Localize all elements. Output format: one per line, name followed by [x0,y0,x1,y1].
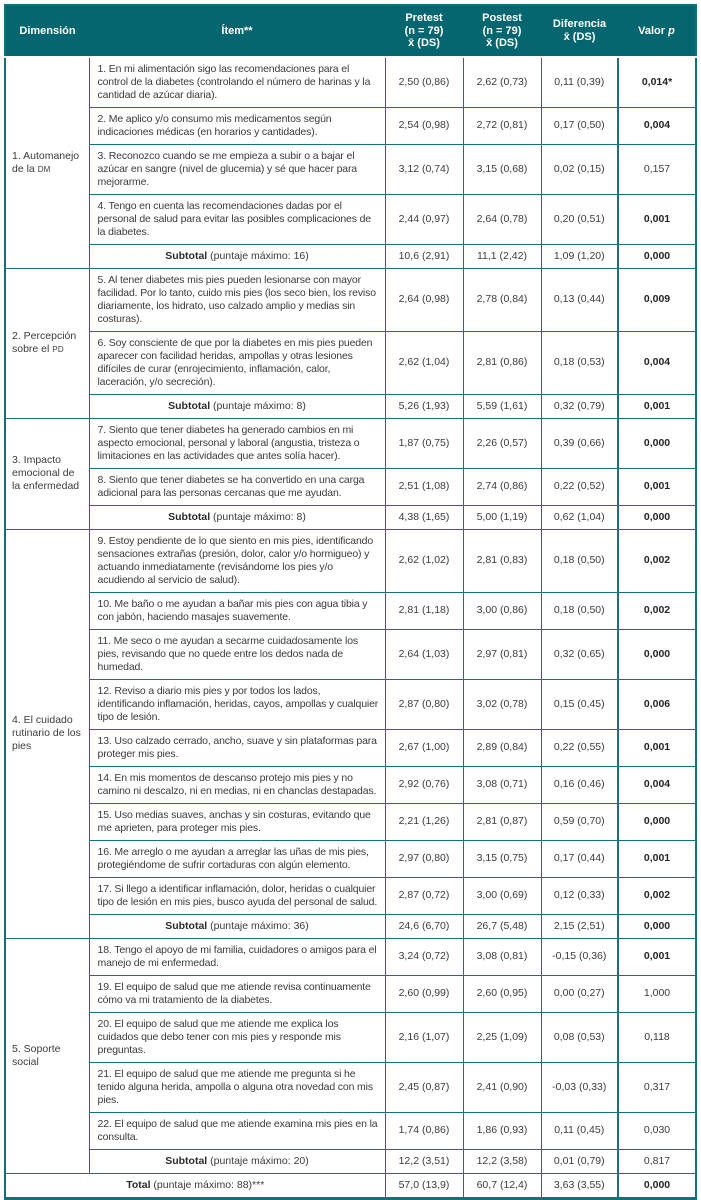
p-value: 0,001 [618,468,696,505]
postest-value: 2,62 (0,73) [463,57,541,108]
pretest-value: 2,60 (0,99) [385,975,463,1012]
diferencia-value: 0,13 (0,44) [541,268,618,331]
diferencia-value: 0,02 (0,15) [541,144,618,194]
header-diferencia-line1: Diferencia [552,18,607,31]
p-value: 0,030 [618,1112,696,1149]
p-value: 0,009 [618,268,696,331]
diferencia-value: 2,15 (2,51) [541,914,618,938]
p-value: 0,157 [618,144,696,194]
diferencia-value: 0,01 (0,79) [541,1149,618,1173]
table-row [5,418,696,468]
subtotal-row [5,505,696,529]
p-value: 0,004 [618,331,696,394]
item-text: 3. Reconozco cuando se me empieza a subir o a bajar el azúcar en sangre (nivel de glucemia) y sé que hacer para mejorarme. [89,144,385,194]
table-row [5,766,696,803]
postest-value: 5,00 (1,19) [463,505,541,529]
pretest-value: 2,87 (0,80) [385,679,463,729]
item-text: 8. Siento que tener diabetes se ha convertido en una carga adicional para las personas cercanas que me ayudan. [89,468,385,505]
pretest-value: 1,74 (0,86) [385,1112,463,1149]
postest-value: 3,00 (0,86) [463,592,541,629]
table-row [5,57,696,108]
subtotal-label [89,505,385,529]
pretest-value: 2,45 (0,87) [385,1062,463,1112]
header-postest-line2: (n = 79) [482,24,522,37]
p-value: 0,001 [618,938,696,975]
postest-value: 12,2 (3,58) [463,1149,541,1173]
header-postest-line3: x̄ (DS) [486,37,518,49]
postest-value: 2,41 (0,90) [463,1062,541,1112]
postest-value: 2,25 (1,09) [463,1012,541,1062]
pretest-value: 2,92 (0,76) [385,766,463,803]
p-value: 1,000 [618,975,696,1012]
pretest-value: 1,87 (0,75) [385,418,463,468]
header-item: Ítem** [89,5,385,57]
p-value: 0,000 [618,244,696,268]
dimension-label-text: 1. Automanejo de la [12,149,80,175]
subtotal-label [89,244,385,268]
postest-value: 3,00 (0,69) [463,877,541,914]
postest-value: 2,26 (0,57) [463,418,541,468]
pretest-value: 4,38 (1,65) [385,505,463,529]
total-row [5,1173,696,1198]
table-row [5,877,696,914]
postest-value: 11,1 (2,42) [463,244,541,268]
p-value: 0,000 [618,1173,696,1198]
p-value: 0,000 [618,505,696,529]
diferencia-value: -0,03 (0,33) [541,1062,618,1112]
item-text: 5. Al tener diabetes mis pies pueden lesionarse con mayor facilidad. Por lo tanto, cuido mis pies (los seco bien, los reviso diariamente, los hidrato, uso calzado amplio y medias sin costuras). [89,268,385,331]
diferencia-value: 0,18 (0,53) [541,331,618,394]
header-postest-line1: Postest [482,12,522,24]
p-value: 0,001 [618,840,696,877]
p-value: 0,317 [618,1062,696,1112]
pretest-value: 3,12 (0,74) [385,144,463,194]
item-text: 1. En mi alimentación sigo las recomendaciones para el control de la diabetes (controlando el número de harinas y la cantidad de azúcar diaria). [89,57,385,108]
dimension-acronym: PD [52,345,64,354]
diferencia-value: 0,00 (0,27) [541,975,618,1012]
subtotal-row [5,1149,696,1173]
pretest-value: 57,0 (13,9) [385,1173,463,1198]
pretest-value: 2,81 (1,18) [385,592,463,629]
diferencia-value: 1,09 (1,20) [541,244,618,268]
subtotal-row [5,394,696,418]
diferencia-value: 0,22 (0,55) [541,729,618,766]
results-table [4,4,697,1200]
pretest-value: 2,97 (0,80) [385,840,463,877]
pretest-value: 2,62 (1,04) [385,331,463,394]
postest-value: 2,74 (0,86) [463,468,541,505]
diferencia-value: 3,63 (3,55) [541,1173,618,1198]
dimension-label-text: 3. Impacto emocional de la enfermedad [12,454,80,492]
postest-value: 2,97 (0,81) [463,629,541,679]
table-row [5,729,696,766]
postest-value: 2,72 (0,81) [463,107,541,144]
item-text: 10. Me baño o me ayudan a bañar mis pies con agua tibia y con jabón, haciendo masajes suavemente. [89,592,385,629]
table-row [5,194,696,244]
diferencia-value: 0,11 (0,45) [541,1112,618,1149]
subtotal-word: Subtotal [165,1154,208,1167]
table-row [5,468,696,505]
pretest-value: 2,62 (1,02) [385,529,463,592]
dimension-acronym: DM [37,164,51,174]
table-row [5,629,696,679]
pretest-value: 2,50 (0,86) [385,57,463,108]
subtotal-detail: (puntaje máximo: 8) [210,510,306,523]
postest-value: 3,08 (0,81) [463,938,541,975]
item-text: 22. El equipo de salud que me atiende examina mis pies en la consulta. [89,1112,385,1149]
dimension-label-text: 2. Percepción sobre el [12,330,77,355]
table-row [5,268,696,331]
diferencia-value: 0,22 (0,52) [541,468,618,505]
pretest-value: 2,16 (1,07) [385,1012,463,1062]
pretest-value: 2,64 (1,03) [385,629,463,679]
subtotal-detail: (puntaje máximo: 8) [210,399,306,412]
p-value: 0,002 [618,592,696,629]
table-row [5,1062,696,1112]
dimension-label-impacto [5,418,89,529]
p-value: 0,002 [618,529,696,592]
p-value: 0,004 [618,766,696,803]
pretest-value: 5,26 (1,93) [385,394,463,418]
pretest-value: 2,54 (0,98) [385,107,463,144]
pretest-value: 2,64 (0,98) [385,268,463,331]
diferencia-value: 0,08 (0,53) [541,1012,618,1062]
pretest-value: 10,6 (2,91) [385,244,463,268]
p-value: 0,004 [618,107,696,144]
pretest-value: 3,24 (0,72) [385,938,463,975]
table-row [5,938,696,975]
subtotal-detail: (puntaje máximo: 16) [207,249,309,262]
postest-value: 2,81 (0,87) [463,803,541,840]
table-row [5,679,696,729]
item-text: 11. Me seco o me ayudan a secarme cuidadosamente los pies, revisando que no quede entre los dedos nada de humedad. [89,629,385,679]
pretest-value: 2,67 (1,00) [385,729,463,766]
item-text: 18. Tengo el apoyo de mi familia, cuidadores o amigos para el manejo de mi enfermedad. [89,938,385,975]
header-valor-p [618,5,696,57]
table-row [5,144,696,194]
item-text: 4. Tengo en cuenta las recomendaciones dadas por el personal de salud para evitar las posibles complicaciones de la diabetes. [89,194,385,244]
total-label [5,1173,385,1198]
postest-value: 2,81 (0,86) [463,331,541,394]
dimension-label-text: 4. El cuidado rutinario de los pies [12,714,81,752]
p-value: 0,000 [618,803,696,840]
header-dimension: Dimensión [5,5,89,57]
item-text: 7. Siento que tener diabetes ha generado cambios en mi aspecto emocional, personal y laboral (angustia, tristeza o limitaciones en las actividades que antes solía hacer). [89,418,385,468]
dimension-label-text: 5. Soporte social [12,1042,61,1068]
diferencia-value: 0,18 (0,50) [541,529,618,592]
pretest-value: 2,21 (1,26) [385,803,463,840]
diferencia-value: 0,17 (0,50) [541,107,618,144]
header-valor-p-symbol: p [668,24,675,37]
postest-value: 2,81 (0,83) [463,529,541,592]
diferencia-value: 0,32 (0,65) [541,629,618,679]
subtotal-detail: (puntaje máximo: 20) [207,1154,309,1167]
item-text: 14. En mis momentos de descanso protejo mis pies y no camino ni descalzo, ni en medias, ni en chanclas destapadas. [89,766,385,803]
diferencia-value: 0,32 (0,79) [541,394,618,418]
diferencia-value: -0,15 (0,36) [541,938,618,975]
item-text: 12. Reviso a diario mis pies y por todos los lados, identificando inflamación, heridas, cayos, ampollas y cualquier tipo de lesión. [89,679,385,729]
p-value: 0,000 [618,629,696,679]
pretest-value: 12,2 (3,51) [385,1149,463,1173]
postest-value: 26,7 (5,48) [463,914,541,938]
table-row [5,529,696,592]
diferencia-value: 0,20 (0,51) [541,194,618,244]
item-text: 21. El equipo de salud que me atiende me pregunta si he tenido alguna herida, ampolla o alguna otra novedad con mis pies. [89,1062,385,1112]
subtotal-label [89,914,385,938]
item-text: 6. Soy consciente de que por la diabetes en mis pies pueden aparecer con facilidad heridas, ampollas y otras lesiones difíciles de curar (enrojecimiento, inflamación, calor, laceración, y/o secreción). [89,331,385,394]
subtotal-detail: (puntaje máximo: 36) [207,919,309,932]
subtotal-word: Subtotal [165,249,208,262]
postest-value: 3,15 (0,75) [463,840,541,877]
dimension-label-percepcion [5,268,89,418]
p-value: 0,817 [618,1149,696,1173]
table-row [5,840,696,877]
header-valor-p-prefix: Valor [638,24,669,37]
table-row [5,1112,696,1149]
item-text: 9. Estoy pendiente de lo que siento en mis pies, identificando sensaciones extrañas (presión, dolor, calor y/o hormigueo) y actuando inmediatamente (revisándome los pies y/o acudiendo al servicio de salud). [89,529,385,592]
total-detail: (puntaje máximo: 88)*** [150,1178,265,1191]
diferencia-value: 0,15 (0,45) [541,679,618,729]
header-pretest [385,5,463,57]
table-row [5,107,696,144]
p-value: 0,002 [618,877,696,914]
p-value: 0,000 [618,418,696,468]
header-pretest-line3: x̄ (DS) [408,37,440,49]
table-row [5,592,696,629]
dimension-label-cuidado [5,529,89,938]
header-pretest-line1: Pretest [405,12,443,24]
postest-value: 2,78 (0,84) [463,268,541,331]
diferencia-value: 0,59 (0,70) [541,803,618,840]
table-row [5,1012,696,1062]
postest-value: 3,15 (0,68) [463,144,541,194]
subtotal-word: Subtotal [168,399,211,412]
table-row [5,803,696,840]
diferencia-value: 0,17 (0,44) [541,840,618,877]
header-diferencia-line2: x̄ (DS) [563,30,596,43]
pretest-value: 2,87 (0,72) [385,877,463,914]
table-row [5,975,696,1012]
header-diferencia [541,5,618,57]
diferencia-value: 0,62 (1,04) [541,505,618,529]
p-value: 0,001 [618,729,696,766]
p-value: 0,000 [618,914,696,938]
header-postest [463,5,541,57]
item-text: 19. El equipo de salud que me atiende revisa continuamente cómo va mi tratamiento de la diabetes. [89,975,385,1012]
postest-value: 1,86 (0,93) [463,1112,541,1149]
postest-value: 2,64 (0,78) [463,194,541,244]
subtotal-row [5,914,696,938]
header-row [5,5,696,57]
postest-value: 5,59 (1,61) [463,394,541,418]
total-word: Total [126,1178,151,1191]
postest-value: 2,60 (0,95) [463,975,541,1012]
postest-value: 2,89 (0,84) [463,729,541,766]
table-row [5,331,696,394]
pretest-value: 2,51 (1,08) [385,468,463,505]
subtotal-word: Subtotal [168,510,211,523]
pretest-value: 24,6 (6,70) [385,914,463,938]
p-value: 0,006 [618,679,696,729]
subtotal-label [89,394,385,418]
p-value: 0,118 [618,1012,696,1062]
diferencia-value: 0,11 (0,39) [541,57,618,108]
item-text: 16. Me arreglo o me ayudan a arreglar las uñas de mis pies, protegiéndome de sufrir cortaduras con algún elemento. [89,840,385,877]
p-value: 0,001 [618,394,696,418]
table-header [5,5,696,57]
dimension-label-soporte [5,938,89,1173]
diferencia-value: 0,16 (0,46) [541,766,618,803]
item-text: 15. Uso medias suaves, anchas y sin costuras, evitando que me aprieten, para proteger mis pies. [89,803,385,840]
diferencia-value: 0,12 (0,33) [541,877,618,914]
p-value: 0,014* [618,57,696,108]
diferencia-value: 0,18 (0,50) [541,592,618,629]
item-text: 13. Uso calzado cerrado, ancho, suave y sin plataformas para proteger mis pies. [89,729,385,766]
subtotal-label [89,1149,385,1173]
header-pretest-line2: (n = 79) [404,24,444,37]
subtotal-word: Subtotal [165,919,208,932]
diferencia-value: 0,39 (0,66) [541,418,618,468]
dimension-label-automanejo [5,57,89,269]
item-text: 2. Me aplico y/o consumo mis medicamentos según indicaciones médicas (en horarios y cantidades). [89,107,385,144]
p-value: 0,001 [618,194,696,244]
postest-value: 3,02 (0,78) [463,679,541,729]
postest-value: 3,08 (0,71) [463,766,541,803]
item-text: 17. Si llego a identificar inflamación, dolor, heridas o cualquier tipo de lesión en mis pies, busco ayuda del personal de salud. [89,877,385,914]
postest-value: 60,7 (12,4) [463,1173,541,1198]
item-text: 20. El equipo de salud que me atiende me explica los cuidados que debo tener con mis pies y responde mis preguntas. [89,1012,385,1062]
subtotal-row [5,244,696,268]
pretest-value: 2,44 (0,97) [385,194,463,244]
